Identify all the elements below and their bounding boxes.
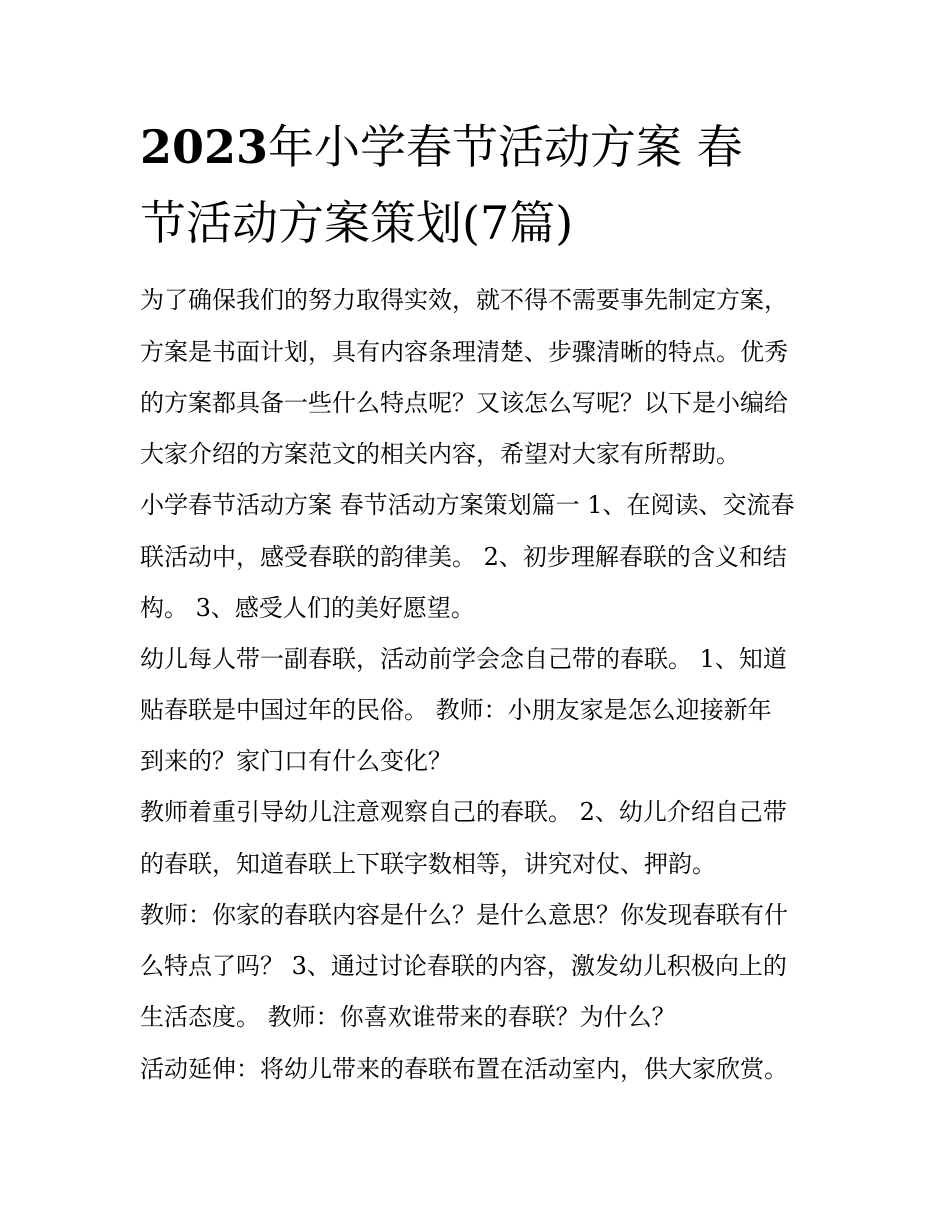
document-title-line-2 — [140, 196, 840, 250]
title-text: 节活动方案策划(7篇) — [140, 196, 574, 250]
body-line: 么特点了吗？ 3、通过讨论春联的内容，激发幼儿积极向上的 — [140, 952, 787, 980]
body-line: 的春联，知道春联上下联字数相等，讲究对仗、押韵。 — [140, 850, 716, 878]
body-line: 为了确保我们的努力取得实效，就不得不需要事先制定方案， — [140, 286, 788, 314]
title-year: 2023 — [140, 120, 269, 174]
body-line: 到来的？家门口有什么变化？ — [140, 747, 452, 775]
body-line: 贴春联是中国过年的民俗。 教师：小朋友家是怎么迎接新年 — [140, 696, 772, 724]
title-text: 年小学春节活动方案 春 — [268, 120, 743, 174]
body-line: 教师着重引导幼儿注意观察自己的春联。 2、幼儿介绍自己带 — [140, 798, 787, 826]
body-line: 小学春节活动方案 春节活动方案策划篇一 1、在阅读、交流春 — [140, 491, 795, 519]
body-line: 联活动中，感受春联的韵律美。 2、初步理解春联的含义和结 — [140, 543, 787, 571]
body-line: 大家介绍的方案范文的相关内容，希望对大家有所帮助。 — [140, 440, 740, 468]
body-line: 的方案都具备一些什么特点呢？又该怎么写呢？以下是小编给 — [140, 389, 788, 417]
body-line: 幼儿每人带一副春联，活动前学会念自己带的春联。 1、知道 — [140, 645, 787, 673]
body-line: 教师：你家的春联内容是什么？是什么意思？你发现春联有什 — [140, 901, 788, 929]
body-line: 活动延伸：将幼儿带来的春联布置在活动室内，供大家欣赏。 — [140, 1055, 788, 1083]
body-line: 方案是书面计划，具有内容条理清楚、步骤清晰的特点。优秀 — [140, 338, 788, 366]
body-line: 生活态度。 教师：你喜欢谁带来的春联？为什么？ — [140, 1003, 676, 1031]
document-title-line-1 — [140, 120, 840, 174]
body-line: 构。 3、感受人们的美好愿望。 — [140, 594, 475, 622]
